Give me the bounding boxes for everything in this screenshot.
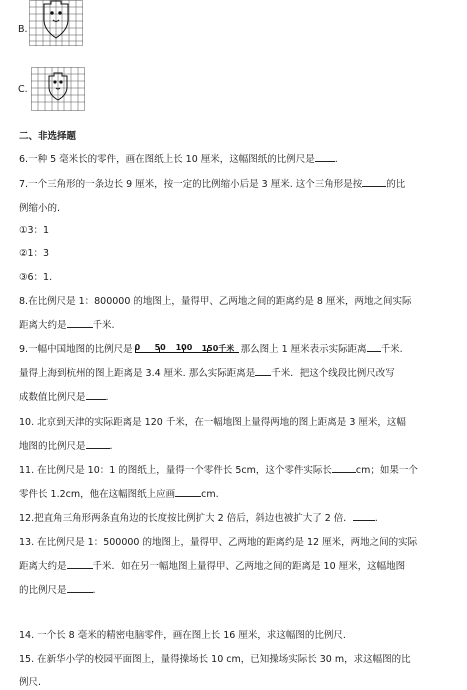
scale-label-0: 0 [134, 342, 141, 352]
question-11-text: 11. 在比例尺是 10：1 的图纸上，量得一个零件长 5cm，这个零件实际长 [19, 465, 332, 476]
scale-label-50: 50 [154, 342, 166, 352]
question-9-line-3 [19, 389, 109, 403]
line-scale-bar [135, 344, 239, 356]
question-12 [19, 510, 378, 524]
question-13-text: 距离大约是 [19, 561, 67, 572]
answer-blank [67, 558, 93, 569]
question-13-line-1: 13. 在比例尺是 1：500000 的地图上，量得甲、乙两地的距离约是 12 厘米，两地之间的实际 [19, 537, 418, 548]
answer-blank [315, 151, 335, 162]
question-8-text: 距离大约是 [19, 320, 67, 331]
question-9-text-3-end: . [105, 392, 109, 403]
question-6 [19, 151, 338, 165]
question-7-line-2: 例缩小的. [19, 203, 61, 214]
option-b-label: B. [18, 24, 28, 35]
answer-blank [86, 389, 106, 400]
question-13-text-mid: 千米．如在另一幅地图上量得甲、乙两地之间的距离是 10 厘米，这幅地图 [92, 561, 406, 572]
question-7-option-2: ②1：3 [19, 248, 50, 259]
question-6-text: 6.一种 5 毫米长的零件，画在图纸上长 10 厘米，这幅图纸的比例尺是 [19, 154, 315, 165]
question-9-text-mid: 那么图上 1 厘米表示实际距离 [240, 344, 367, 355]
question-9-text-end: 千米. [380, 344, 403, 355]
question-7-line-1 [19, 176, 405, 190]
question-11-line-2 [19, 486, 219, 500]
scale-label-100: 100 [175, 342, 193, 352]
question-10-line-1: 10. 北京到天津的实际距离是 120 千米，在一幅地图上量得两地的图上距离是 3 厘米，这幅 [19, 417, 406, 428]
question-9-text-2: 量得上海到杭州的图上距离是 3.4 厘米. 那么实际距离是 [19, 368, 256, 379]
question-9-text-2-end: 千米．把这个线段比例尺改写 [271, 368, 395, 379]
question-7-text-end: 的比 [386, 179, 406, 190]
question-14: 14. 一个长 8 毫米的精密电脑零件，画在图上长 16 厘米，求这幅图的比例尺. [19, 630, 346, 641]
answer-blank [362, 176, 386, 187]
question-9-text: 9.一幅中国地图的比例尺是 [19, 344, 133, 355]
question-7-text: 7.一个三角形的一条边长 9 厘米，按一定的比例缩小后是 3 厘米. 这个三角形是按 [19, 179, 363, 190]
answer-blank [255, 365, 271, 376]
answer-blank [353, 510, 375, 521]
question-13-text-3: 的比例尺是 [19, 585, 67, 596]
question-10-line-2 [19, 438, 113, 452]
question-13-line-2 [19, 558, 405, 572]
answer-blank [86, 438, 110, 449]
answer-blank [67, 317, 93, 328]
question-11-line-1 [19, 462, 418, 476]
section-title: 二、非选择题 [19, 131, 77, 142]
question-11-text-2-end: cm. [201, 489, 219, 500]
question-15-line-1: 15. 在新华小学的校园平面图上，量得操场长 10 cm，已知操场实际长 30 m，求这幅图的比 [19, 654, 411, 665]
question-9-text-3: 成数值比例尺是 [19, 392, 86, 403]
question-13-line-3 [19, 582, 96, 596]
question-9-line-2 [19, 365, 395, 379]
option-b-grid-figure [29, 0, 83, 46]
question-8-line-1: 8.在比例尺是 1：800000 的地图上，量得甲、乙两地之间的距离约是 8 厘米，两地之间实际 [19, 296, 412, 307]
option-c-grid-figure [31, 67, 85, 111]
question-15-line-2: 例尺. [19, 677, 42, 688]
question-6-end: . [334, 154, 338, 165]
question-7-option-1: ①3：1 [19, 225, 50, 236]
answer-blank [175, 486, 201, 497]
answer-blank [332, 462, 356, 473]
question-10-text: 地图的比例尺是 [19, 441, 86, 452]
question-13-text-3-end: . [92, 585, 96, 596]
question-11-text-end: cm；如果一个 [355, 465, 418, 476]
question-7-option-3: ③6：1. [19, 272, 53, 283]
question-8-line-2 [19, 317, 115, 331]
question-12-text: 12.把直角三角形两条直角边的长度按比例扩大 2 倍后，斜边也被扩大了 2 倍． [19, 513, 353, 524]
scale-label-150: 150千米 [201, 343, 235, 353]
question-8-text-end: 千米. [92, 320, 115, 331]
answer-blank [67, 582, 93, 593]
question-9-line-1 [19, 341, 403, 356]
question-10-text-end: . [109, 441, 113, 452]
answer-blank [367, 341, 381, 352]
question-12-end: . [374, 513, 378, 524]
question-11-text-2: 零件长 1.2cm，他在这幅图纸上应画 [19, 489, 176, 500]
option-c-label: C. [18, 84, 28, 95]
